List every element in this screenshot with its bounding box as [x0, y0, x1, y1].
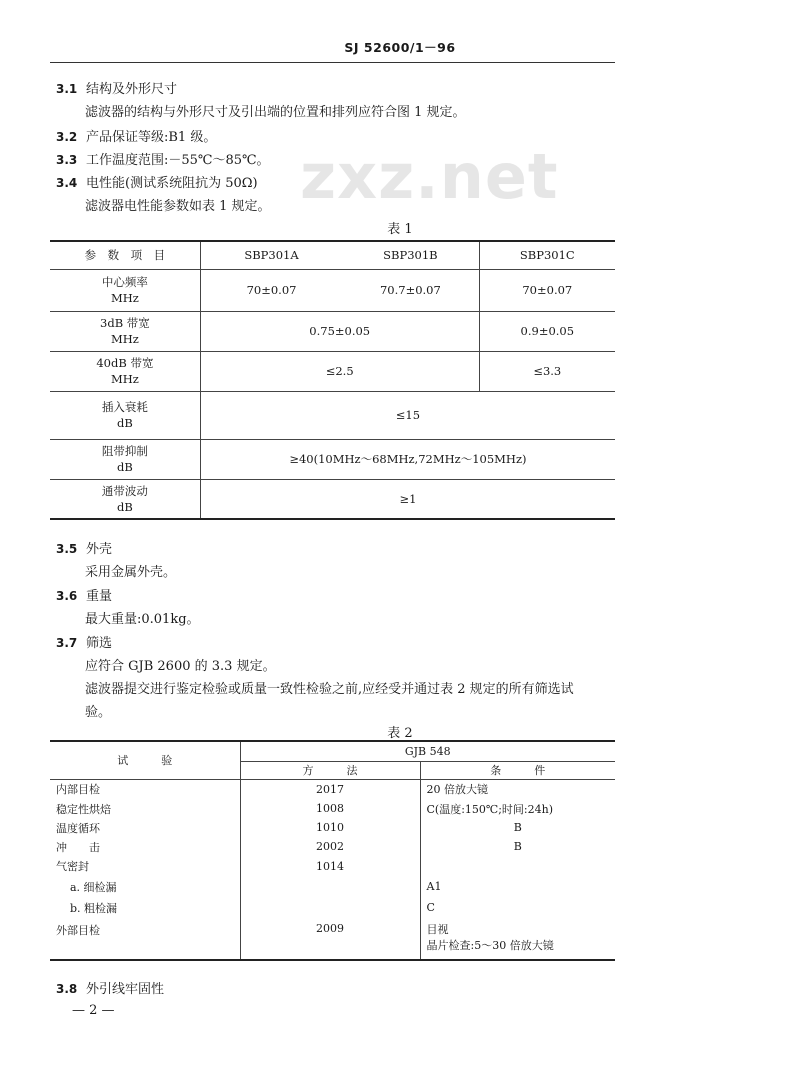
watermark: zxz.net: [300, 140, 559, 213]
table1-row-param: 阻带抑制 dB: [50, 439, 200, 479]
section-3-7-body: 验。: [85, 705, 112, 720]
table1-cell: 70±0.07: [479, 269, 615, 311]
section-3-4: 3.4 电性能(测试系统阻抗为 50Ω): [56, 176, 258, 191]
section-3-7-body: 应符合 GJB 2600 的 3.3 规定。: [85, 659, 276, 674]
table2-cell-cond: B: [420, 818, 615, 837]
table2-cell-test: 气密封: [56, 860, 89, 873]
section-3-1: 3.1 结构及外形尺寸: [56, 82, 178, 97]
section-3-4-body: 滤波器电性能参数如表 1 规定。: [85, 199, 271, 214]
table1-header-a: SBP301A: [200, 241, 342, 269]
table1-cell: 70.7±0.07: [342, 269, 479, 311]
table2-cell-test: 内部目检: [56, 783, 100, 797]
section-3-3: 3.3 工作温度范围:－55℃～85℃。: [56, 153, 270, 168]
table1-row-param: 中心频率 MHz: [50, 269, 200, 311]
table1-cell: ≥40(10MHz～68MHz,72MHz～105MHz): [200, 439, 615, 479]
table1-cell: 70±0.07: [200, 269, 342, 311]
table2-cell-method: [240, 897, 420, 918]
table1-caption: 表 1: [387, 222, 413, 237]
table1-header-c: SBP301C: [479, 241, 615, 269]
table2-cell-method: 2009: [240, 918, 420, 960]
section-3-2: 3.2 产品保证等级:B1 级。: [56, 130, 217, 145]
document-code: SJ 52600/1－96: [344, 40, 456, 55]
table2-cell-cond: [420, 856, 615, 876]
table1-cell: 0.75±0.05: [200, 311, 479, 351]
table2-cell-cond: B: [420, 837, 615, 856]
section-3-5: 3.5 外壳: [56, 542, 113, 557]
table2-cell-method: 2017: [240, 779, 420, 799]
section-3-8: 3.8 外引线牢固性: [56, 982, 165, 997]
section-3-6: 3.6 重量: [56, 589, 113, 604]
section-3-7: 3.7 筛选: [56, 636, 113, 651]
table1: [50, 240, 615, 520]
table2-cell-method: 1010: [240, 818, 420, 837]
table2-cell-test: a. 细检漏: [70, 880, 117, 894]
table2-cell-test: 稳定性烘焙: [56, 802, 111, 816]
table1-cell: ≤3.3: [479, 351, 615, 391]
section-3-6-body: 最大重量:0.01kg。: [85, 612, 200, 627]
table2-header-cond: 条 件: [420, 761, 615, 779]
table2-cell-cond: C(温度:150℃;时间:24h): [420, 799, 615, 818]
table1-row-param: 通带波动 dB: [50, 479, 200, 519]
table2-cell-cond: C: [420, 897, 615, 918]
table1-row-param: 40dB 带宽 MHz: [50, 351, 200, 391]
table1-cell: ≥1: [200, 479, 615, 519]
table2-cell-cond: A1: [420, 876, 615, 897]
table2-cell-cond: 20 倍放大镜: [420, 779, 615, 799]
table1-row-param: 3dB 带宽 MHz: [50, 311, 200, 351]
table1-cell: ≤2.5: [200, 351, 479, 391]
table2-cell-test: 外部目检: [50, 918, 240, 960]
table2-cell-method: 1014: [240, 856, 420, 876]
table2-cell-test: 温度循环: [56, 821, 100, 835]
section-3-5-body: 采用金属外壳。: [85, 565, 177, 580]
table2-caption: 表 2: [387, 726, 413, 741]
table2-cell-cond: 目视 晶片检查:5～30 倍放大镜: [420, 918, 615, 960]
table2-cell-test: b. 粗检漏: [70, 901, 118, 915]
section-3-1-body: 滤波器的结构与外形尺寸及引出端的位置和排列应符合图 1 规定。: [85, 105, 466, 120]
table1-cell: 0.9±0.05: [479, 311, 615, 351]
table2-header-test: 试 验: [50, 741, 240, 779]
section-3-7-body: 滤波器提交进行鉴定检验或质量一致性检验之前,应经受并通过表 2 规定的所有筛选试: [85, 682, 574, 697]
header-rule: [50, 62, 615, 63]
table2-cell-method: 2002: [240, 837, 420, 856]
table2-cell-method: [240, 876, 420, 897]
table1-header-param: 参 数 项 目: [50, 241, 200, 269]
table2-header-method: 方 法: [240, 761, 420, 779]
table2-header-group: GJB 548: [240, 741, 615, 761]
table1-row-param: 插入衰耗 dB: [50, 391, 200, 439]
table2-cell-test: 冲 击: [56, 840, 100, 854]
table2: [50, 740, 615, 961]
table2-cell-method: 1008: [240, 799, 420, 818]
table1-cell: ≤15: [200, 391, 615, 439]
table1-header-b: SBP301B: [342, 241, 479, 269]
page-number: — 2 —: [72, 1003, 115, 1018]
